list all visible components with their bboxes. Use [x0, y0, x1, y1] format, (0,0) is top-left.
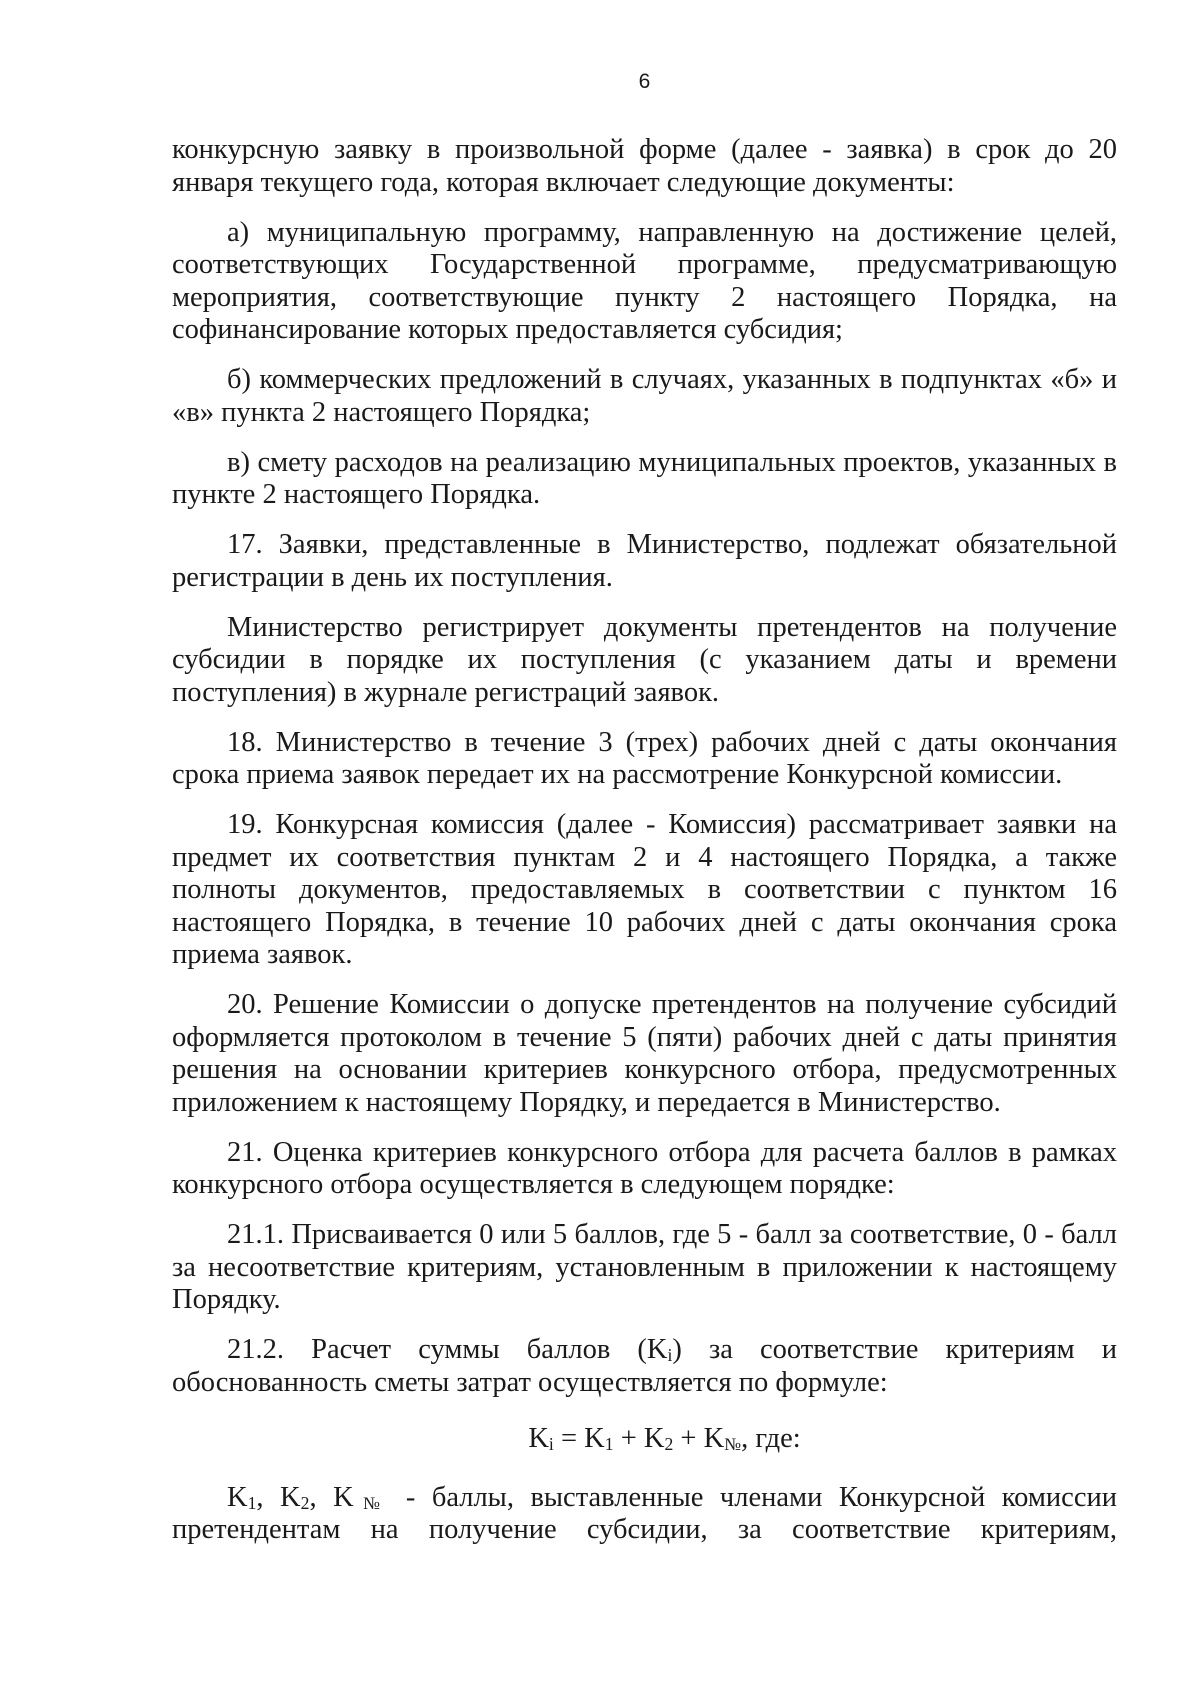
paragraph-definition: $K_1$, $K_2$, $K_№$ - баллы, выставленные членами Конкурсной комиссии претендентам на получение субсидии, за соответствие критериям, [172, 1481, 1117, 1545]
paragraph-19: 19. Конкурсная комиссия (далее - Комиссия) рассматривает заявки на предмет их соответствия пунктам 2 и 4 настоящего Порядка, а также полноты документов, предоставляемых в соответствии с пунктом 16 настоящего Порядка, в течение 10 рабочих дней с даты окончания срока приема заявок. [172, 809, 1117, 970]
paragraph-21: 21. Оценка критериев конкурсного отбора для расчета баллов в рамках конкурсного отбора осуществляется в следующем порядке: [172, 1136, 1117, 1200]
paragraph-18: 18. Министерство в течение 3 (трех) рабочих дней с даты окончания срока приема заявок передает их на рассмотрение Конкурсной комиссии. [172, 726, 1117, 790]
paragraph-21-2 [172, 1334, 1117, 1399]
paragraph-item-v: в) смету расходов на реализацию муниципальных проектов, указанных в пункте 2 настоящего Порядка. [172, 446, 1117, 510]
paragraph-21-2-rest: ) за соответствие критериям и обоснованность сметы затрат осуществляется по формуле: [172, 1334, 1118, 1398]
paragraph-20: 20. Решение Комиссии о допуске претендентов на получение субсидий оформляется протоколом в течение 5 (пяти) рабочих дней с даты принятия решения на основании критериев конкурсного отбора, предусмотренных приложением к настоящему Порядку, и передается в Министерство. [172, 989, 1117, 1118]
paragraph-registration: Министерство регистрирует документы претендентов на получение субсидии в порядке их поступления (с указанием даты и времени поступления) в журнале регистраций заявок. [172, 611, 1117, 708]
subscript-i: i [667, 1345, 673, 1366]
paragraph-17: 17. Заявки, представленные в Министерство, подлежат обязательной регистрации в день их поступления. [172, 529, 1117, 593]
paragraph-21-2-lead: 21.2. Расчет суммы баллов (K [227, 1334, 668, 1365]
paragraph-application-intro: конкурсную заявку в произвольной форме (далее - заявка) в срок до 20 января текущего года, которая включает следующие документы: [172, 134, 1117, 198]
paragraph-item-b: б) коммерческих предложений в случаях, указанных в подпунктах «б» и «в» пункта 2 настоящего Порядка; [172, 364, 1117, 428]
paragraph-item-a: а) муниципальную программу, направленную на достижение целей, соответствующих Государственной программе, предусматривающую мероприятия, соответствующие пункту 2 настоящего Порядка, на софинансирование которых предоставляется субсидия; [172, 216, 1117, 345]
score-formula: $K_i = K_1 + K_2 + K_№$, где: [528, 1423, 801, 1455]
page-number: 6 [638, 70, 651, 93]
paragraph-21-1: 21.1. Присваивается 0 или 5 баллов, где 5 - балл за соответствие, 0 - балл за несоответствие критериям, установленным в приложении к настоящему Порядку. [172, 1219, 1117, 1315]
